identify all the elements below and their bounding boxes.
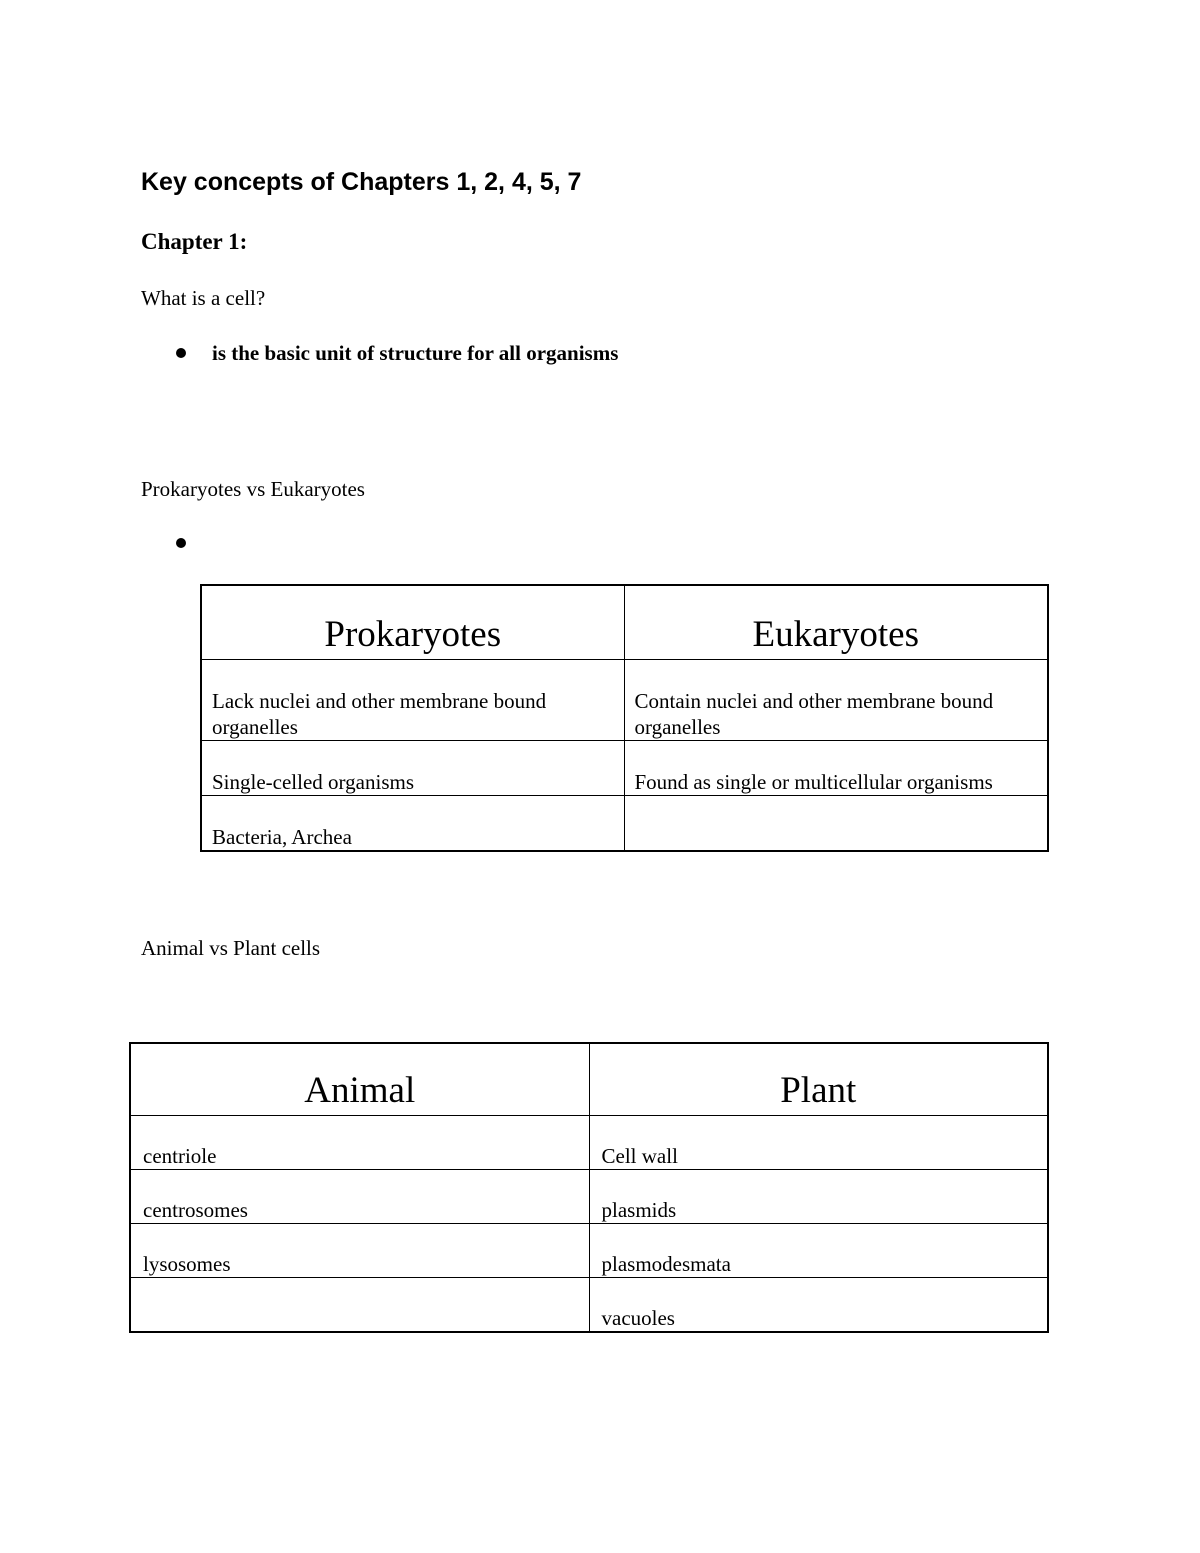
document-title: Key concepts of Chapters 1, 2, 4, 5, 7	[141, 168, 582, 196]
question-text: What is a cell?	[141, 286, 266, 310]
table-cell: plasmids	[589, 1170, 1048, 1224]
animal-plant-table	[129, 1042, 1049, 1333]
table-cell: Found as single or multicellular organisms	[624, 741, 1048, 796]
table-header: Plant	[589, 1043, 1048, 1116]
table-cell: Contain nuclei and other membrane bound organelles	[624, 660, 1048, 741]
table-cell: centriole	[130, 1116, 589, 1170]
table-cell: centrosomes	[130, 1170, 589, 1224]
table-cell: Single-celled organisms	[201, 741, 624, 796]
table-header: Prokaryotes	[201, 585, 624, 660]
section-label-animal-plant: Animal vs Plant cells	[141, 936, 321, 960]
table-cell: Lack nuclei and other membrane bound organelles	[201, 660, 624, 741]
table-cell	[624, 796, 1048, 852]
table-cell: lysosomes	[130, 1224, 589, 1278]
table-cell	[130, 1278, 589, 1333]
table-cell: vacuoles	[589, 1278, 1048, 1333]
bullet-icon	[176, 348, 186, 358]
chapter-heading: Chapter 1:	[141, 229, 248, 254]
table-header: Eukaryotes	[624, 585, 1048, 660]
section-label-prokaryotes-eukaryotes: Prokaryotes vs Eukaryotes	[141, 477, 365, 501]
prokaryotes-eukaryotes-table	[200, 584, 1049, 852]
table-header: Animal	[130, 1043, 589, 1116]
table-cell: Bacteria, Archea	[201, 796, 624, 852]
bullet-icon	[176, 538, 186, 548]
bullet-item: is the basic unit of structure for all organisms	[212, 341, 619, 365]
table-cell: plasmodesmata	[589, 1224, 1048, 1278]
table-cell: Cell wall	[589, 1116, 1048, 1170]
